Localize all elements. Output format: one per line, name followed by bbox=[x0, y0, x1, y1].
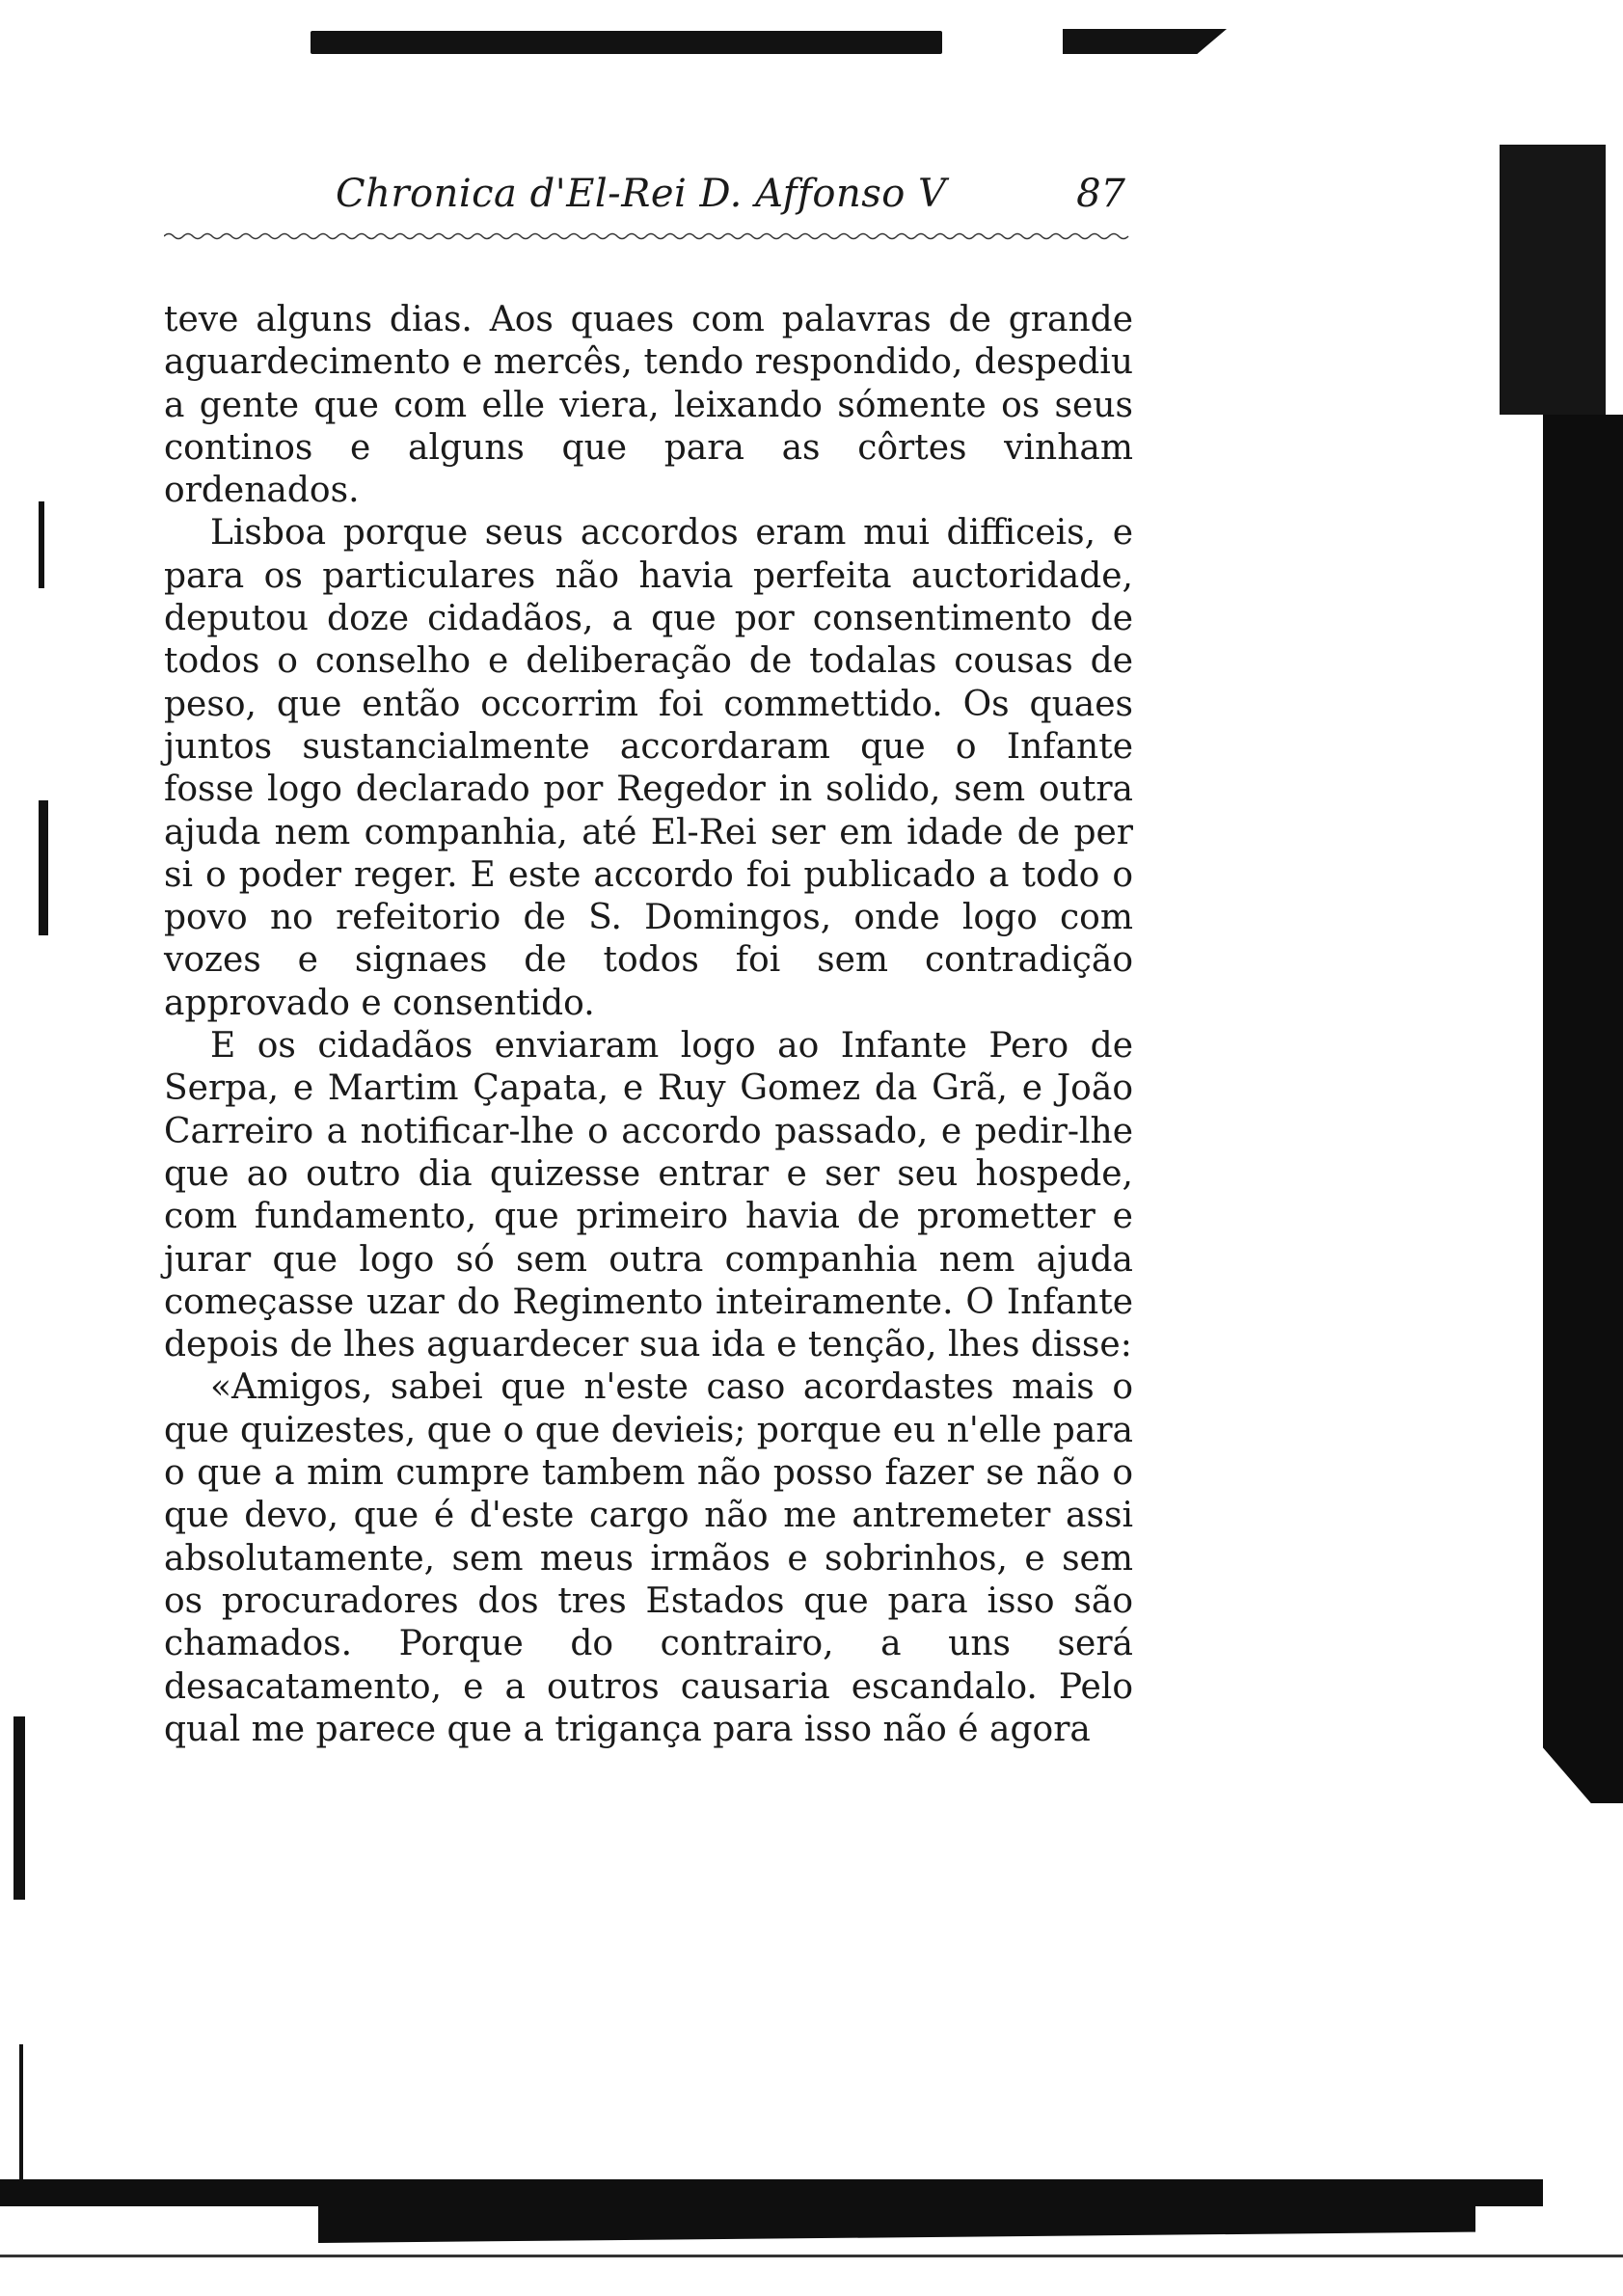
scan-artifact-right-shadow bbox=[1543, 415, 1623, 1803]
scan-artifact-bottom-line bbox=[0, 2255, 1623, 2257]
page-body bbox=[164, 299, 1133, 1751]
scan-artifact-bottom-bar bbox=[0, 2179, 1543, 2206]
scan-artifact-left-mark bbox=[39, 800, 48, 935]
scan-artifact-top-bar bbox=[311, 31, 942, 54]
header-wavy-rule bbox=[164, 231, 1133, 241]
scan-artifact-left-mark bbox=[19, 2044, 23, 2189]
paragraph: Lisboa porque seus accordos eram mui difficeis, e para os particulares não havia perfeita auctoridade, deputou doze cidadãos, a que por consentimento de todos o conselho e deliberação de todalas cousas de peso, que então occorrim foi commettido. Os quaes juntos sustancialmente accordaram que o Infante fosse logo declarado por Regedor in solido, sem outra ajuda nem companhia, até El-Rei ser em idade de per si o poder reger. E este accordo foi publicado a todo o povo no refeitorio de S. Domingos, onde logo com vozes e signaes de todos foi sem contradição approvado e consentido. bbox=[164, 513, 1133, 1023]
scan-artifact-bottom-bar-lower bbox=[318, 2206, 1475, 2243]
scan-artifact-top-bar-right bbox=[1063, 29, 1227, 54]
paragraph: E os cidadãos enviaram logo ao Infante Pero de Serpa, e Martim Çapata, e Ruy Gomez da Grã, e João Carreiro a notificar-lhe o accordo passado, e pedir-lhe que ao outro dia quizesse entrar e ser seu hospede, com fundamento, que primeiro havia de prometter e jurar que logo só sem outra companhia nem ajuda começasse uzar do Regimento inteiramente. O Infante depois de lhes aguardecer sua ida e tenção, lhes disse: bbox=[164, 1026, 1133, 1365]
header-title: Chronica d'El-Rei D. Affonso V bbox=[336, 172, 947, 216]
page-number: 87 bbox=[1076, 172, 1125, 216]
paragraph: «Amigos, sabei que n'este caso acordastes mais o que quizestes, que o que devieis; porque eu n'elle para o que a mim cumpre tambem não posso fazer se não o que devo, que é d'este cargo não me antremeter assi absolutamente, sem meus irmãos e sobrinhos, e sem os procuradores dos tres Estados que para isso são chamados. Porque do contrairo, a uns será desacatamento, e a outros causaria escandalo. Pelo qual me parece que a trigança para isso não é agora bbox=[164, 1367, 1133, 1749]
scan-artifact-left-mark bbox=[14, 1716, 25, 1900]
paragraph: teve alguns dias. Aos quaes com palavras de grande aguardecimento e mercês, tendo respondido, despediu a gente que com elle viera, leixando sómente os seus continos e alguns que para as côrtes vinham ordenados. bbox=[164, 300, 1133, 511]
scan-artifact-right-shadow-top bbox=[1500, 145, 1606, 415]
scan-artifact-left-mark bbox=[39, 501, 44, 588]
running-header bbox=[164, 172, 1133, 220]
